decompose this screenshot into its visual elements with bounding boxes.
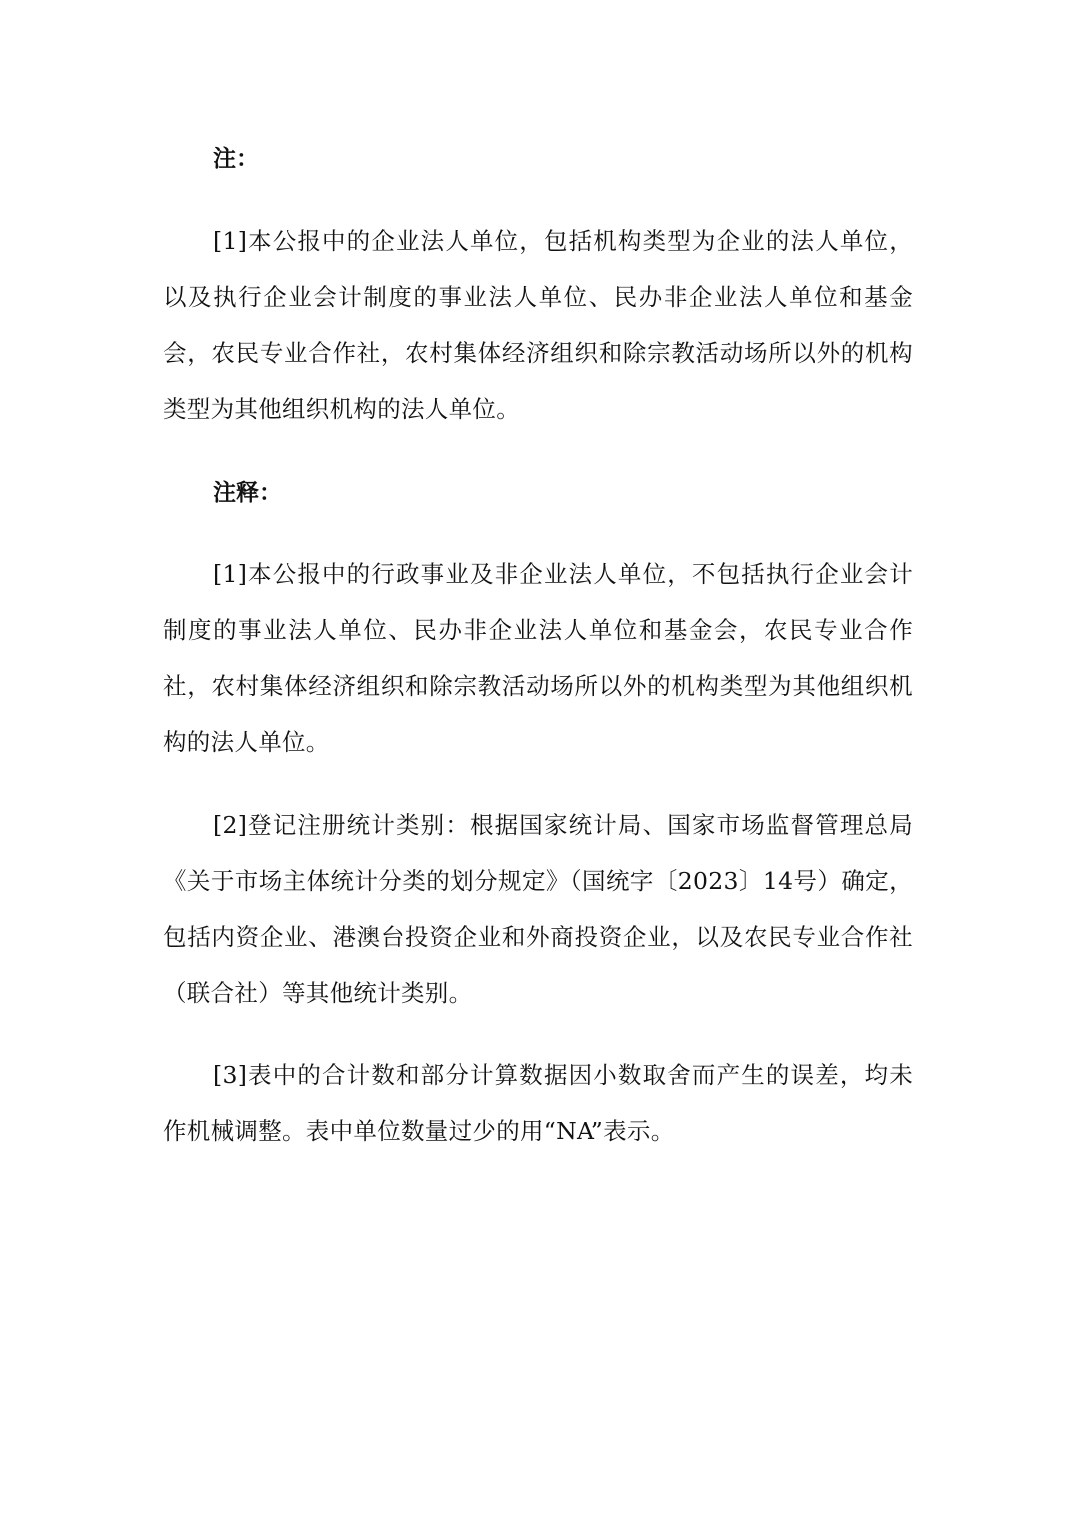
annotations-heading: 注释：: [213, 479, 282, 506]
notes-heading: 注：: [213, 145, 259, 172]
annotation-item-1: [1]本公报中的行政事业及非企业法人单位，不包括执行企业会计制度的事业法人单位、民办非企业法人单位和基金会，农民专业合作社，农村集体经济组织和除宗教活动场所以外的机构类型为其他组织机构的法人单位。: [163, 560, 913, 756]
annotation-item-3: [3]表中的合计数和部分计算数据因小数取舍而产生的误差，均未作机械调整。表中单位数量过少的用“NA”表示。: [163, 1061, 913, 1145]
annotation-item-2: [2]登记注册统计类别：根据国家统计局、国家市场监督管理总局《关于市场主体统计分类的划分规定》（国统字〔2023〕14号）确定，包括内资企业、港澳台投资企业和外商投资企业，以及农民专业合作社（联合社）等其他统计类别。: [163, 811, 913, 1007]
note-item-1: [1]本公报中的企业法人单位，包括机构类型为企业的法人单位，以及执行企业会计制度的事业法人单位、民办非企业法人单位和基金会，农民专业合作社，农村集体经济组织和除宗教活动场所以外的机构类型为其他组织机构的法人单位。: [163, 227, 913, 423]
